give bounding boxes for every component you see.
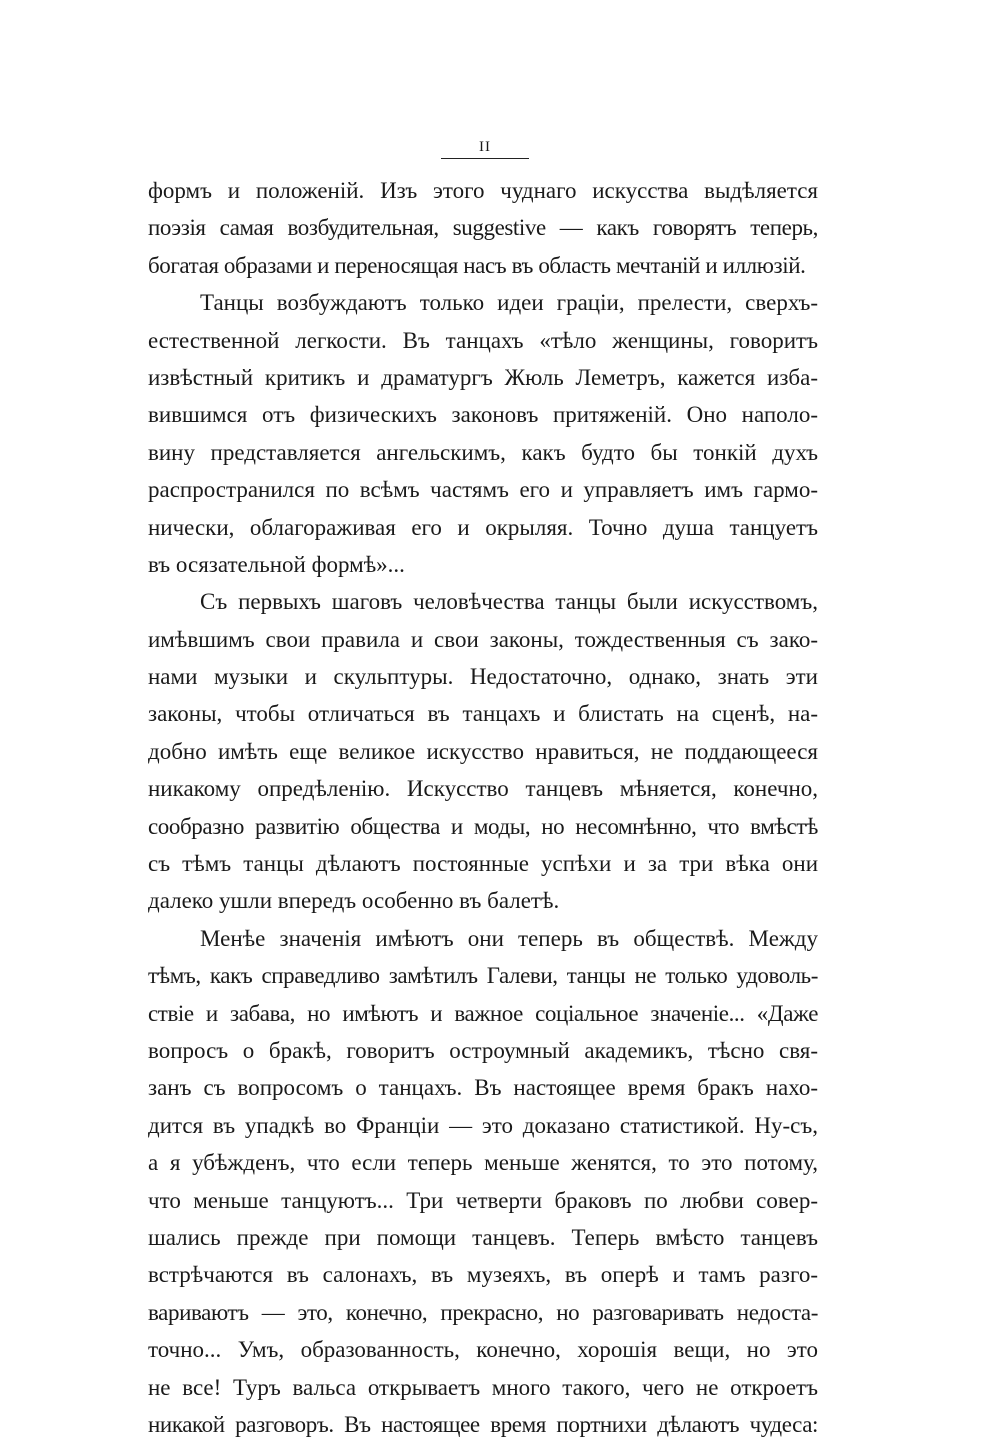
text-line: точно... Умъ, образованность, конечно, хорошія вещи, но это [148, 1337, 818, 1363]
text-line: никакому опредѣленію. Искусство танцевъ мѣняется, конечно, [148, 776, 818, 802]
header-rule [441, 158, 529, 159]
text-line: сообразно развитію общества и моды, но несомнѣнно, что вмѣстѣ [148, 813, 818, 839]
text-line: нически, облагораживая его и окрыляя. Точно душа танцуетъ [148, 514, 818, 540]
text-line: вариваютъ — это, конечно, прекрасно, но разговаривать недоста- [148, 1299, 818, 1325]
text-line: что меньше танцуютъ... Три четверти браковъ по любви совер- [148, 1187, 818, 1213]
text-line: добно имѣть еще великое искусство нравиться, не поддающееся [148, 738, 818, 764]
text-line: Менѣе значенія имѣютъ они теперь въ обществѣ. Между [200, 925, 818, 951]
page-header [440, 138, 530, 159]
text-line: шались прежде при помощи танцевъ. Теперь вмѣсто танцевъ [148, 1224, 818, 1250]
text-line: далеко ушли впередъ особенно въ балетѣ. [148, 888, 560, 914]
text-line: распространился по всѣмъ частямъ его и управляетъ имъ гармо- [148, 477, 818, 503]
text-line: нами музыки и скульптуры. Недостаточно, однако, знать эти [148, 664, 818, 690]
text-line: формъ и положеній. Изъ этого чуднаго искусства выдѣляется [148, 178, 818, 203]
text-line: Танцы возбуждаютъ только идеи граціи, прелести, сверхъ- [200, 290, 818, 316]
page-number: II [479, 139, 491, 155]
text-line: съ тѣмъ танцы дѣлаютъ постоянные успѣхи и за три вѣка они [148, 851, 818, 877]
text-line: вопросъ о бракѣ, говоритъ остроумный академикъ, тѣсно свя- [148, 1037, 818, 1063]
text-line: а я убѣжденъ, что если теперь меньше женятся, то это потому, [148, 1150, 818, 1176]
text-line: встрѣчаются въ салонахъ, въ музеяхъ, въ оперѣ и тамъ разго- [148, 1262, 818, 1288]
text-line: Съ первыхъ шаговъ человѣчества танцы были искусствомъ, [200, 589, 818, 615]
text-line: въ осязательной формѣ»... [148, 551, 405, 577]
text-line: извѣстный критикъ и драматургъ Жюль Леметръ, кажется изба- [148, 364, 818, 390]
text-line: имѣвшимъ свои правила и свои законы, тождественныя съ зако- [148, 626, 818, 652]
text-line: занъ съ вопросомъ о танцахъ. Въ настоящее время бракъ нахо- [148, 1075, 818, 1101]
text-line: законы, чтобы отличаться въ танцахъ и блистать на сценѣ, на- [148, 701, 818, 727]
text-line: никакой разговоръ. Въ настоящее время портнихи дѣлаютъ чудеса: [148, 1411, 818, 1437]
text-line: естественной легкости. Въ танцахъ «тѣло женщины, говоритъ [148, 327, 818, 353]
text-line: вившимся отъ физическихъ законовъ притяженій. Оно наполо- [148, 402, 818, 428]
text-line: дится въ упадкѣ во Франціи — это доказано статистикой. Ну-съ, [148, 1112, 818, 1138]
text-line: тѣмъ, какъ справедливо замѣтилъ Галеви, танцы не только удоволь- [148, 963, 818, 989]
text-line: ствіе и забава, но имѣютъ и важное соціальное значеніе... «Даже [148, 1000, 818, 1026]
text-line: не все! Туръ вальса открываетъ много такого, чего не откроетъ [148, 1374, 818, 1400]
text-line: поэзія самая возбудительная, suggestive — какъ говорятъ теперь, [148, 215, 818, 241]
text-line: вину представляется ангельскимъ, какъ будто бы тонкій духъ [148, 439, 818, 465]
body-text [148, 172, 818, 1443]
text-line: богатая образами и переносящая насъ въ область мечтаній и иллюзій. [148, 252, 806, 278]
